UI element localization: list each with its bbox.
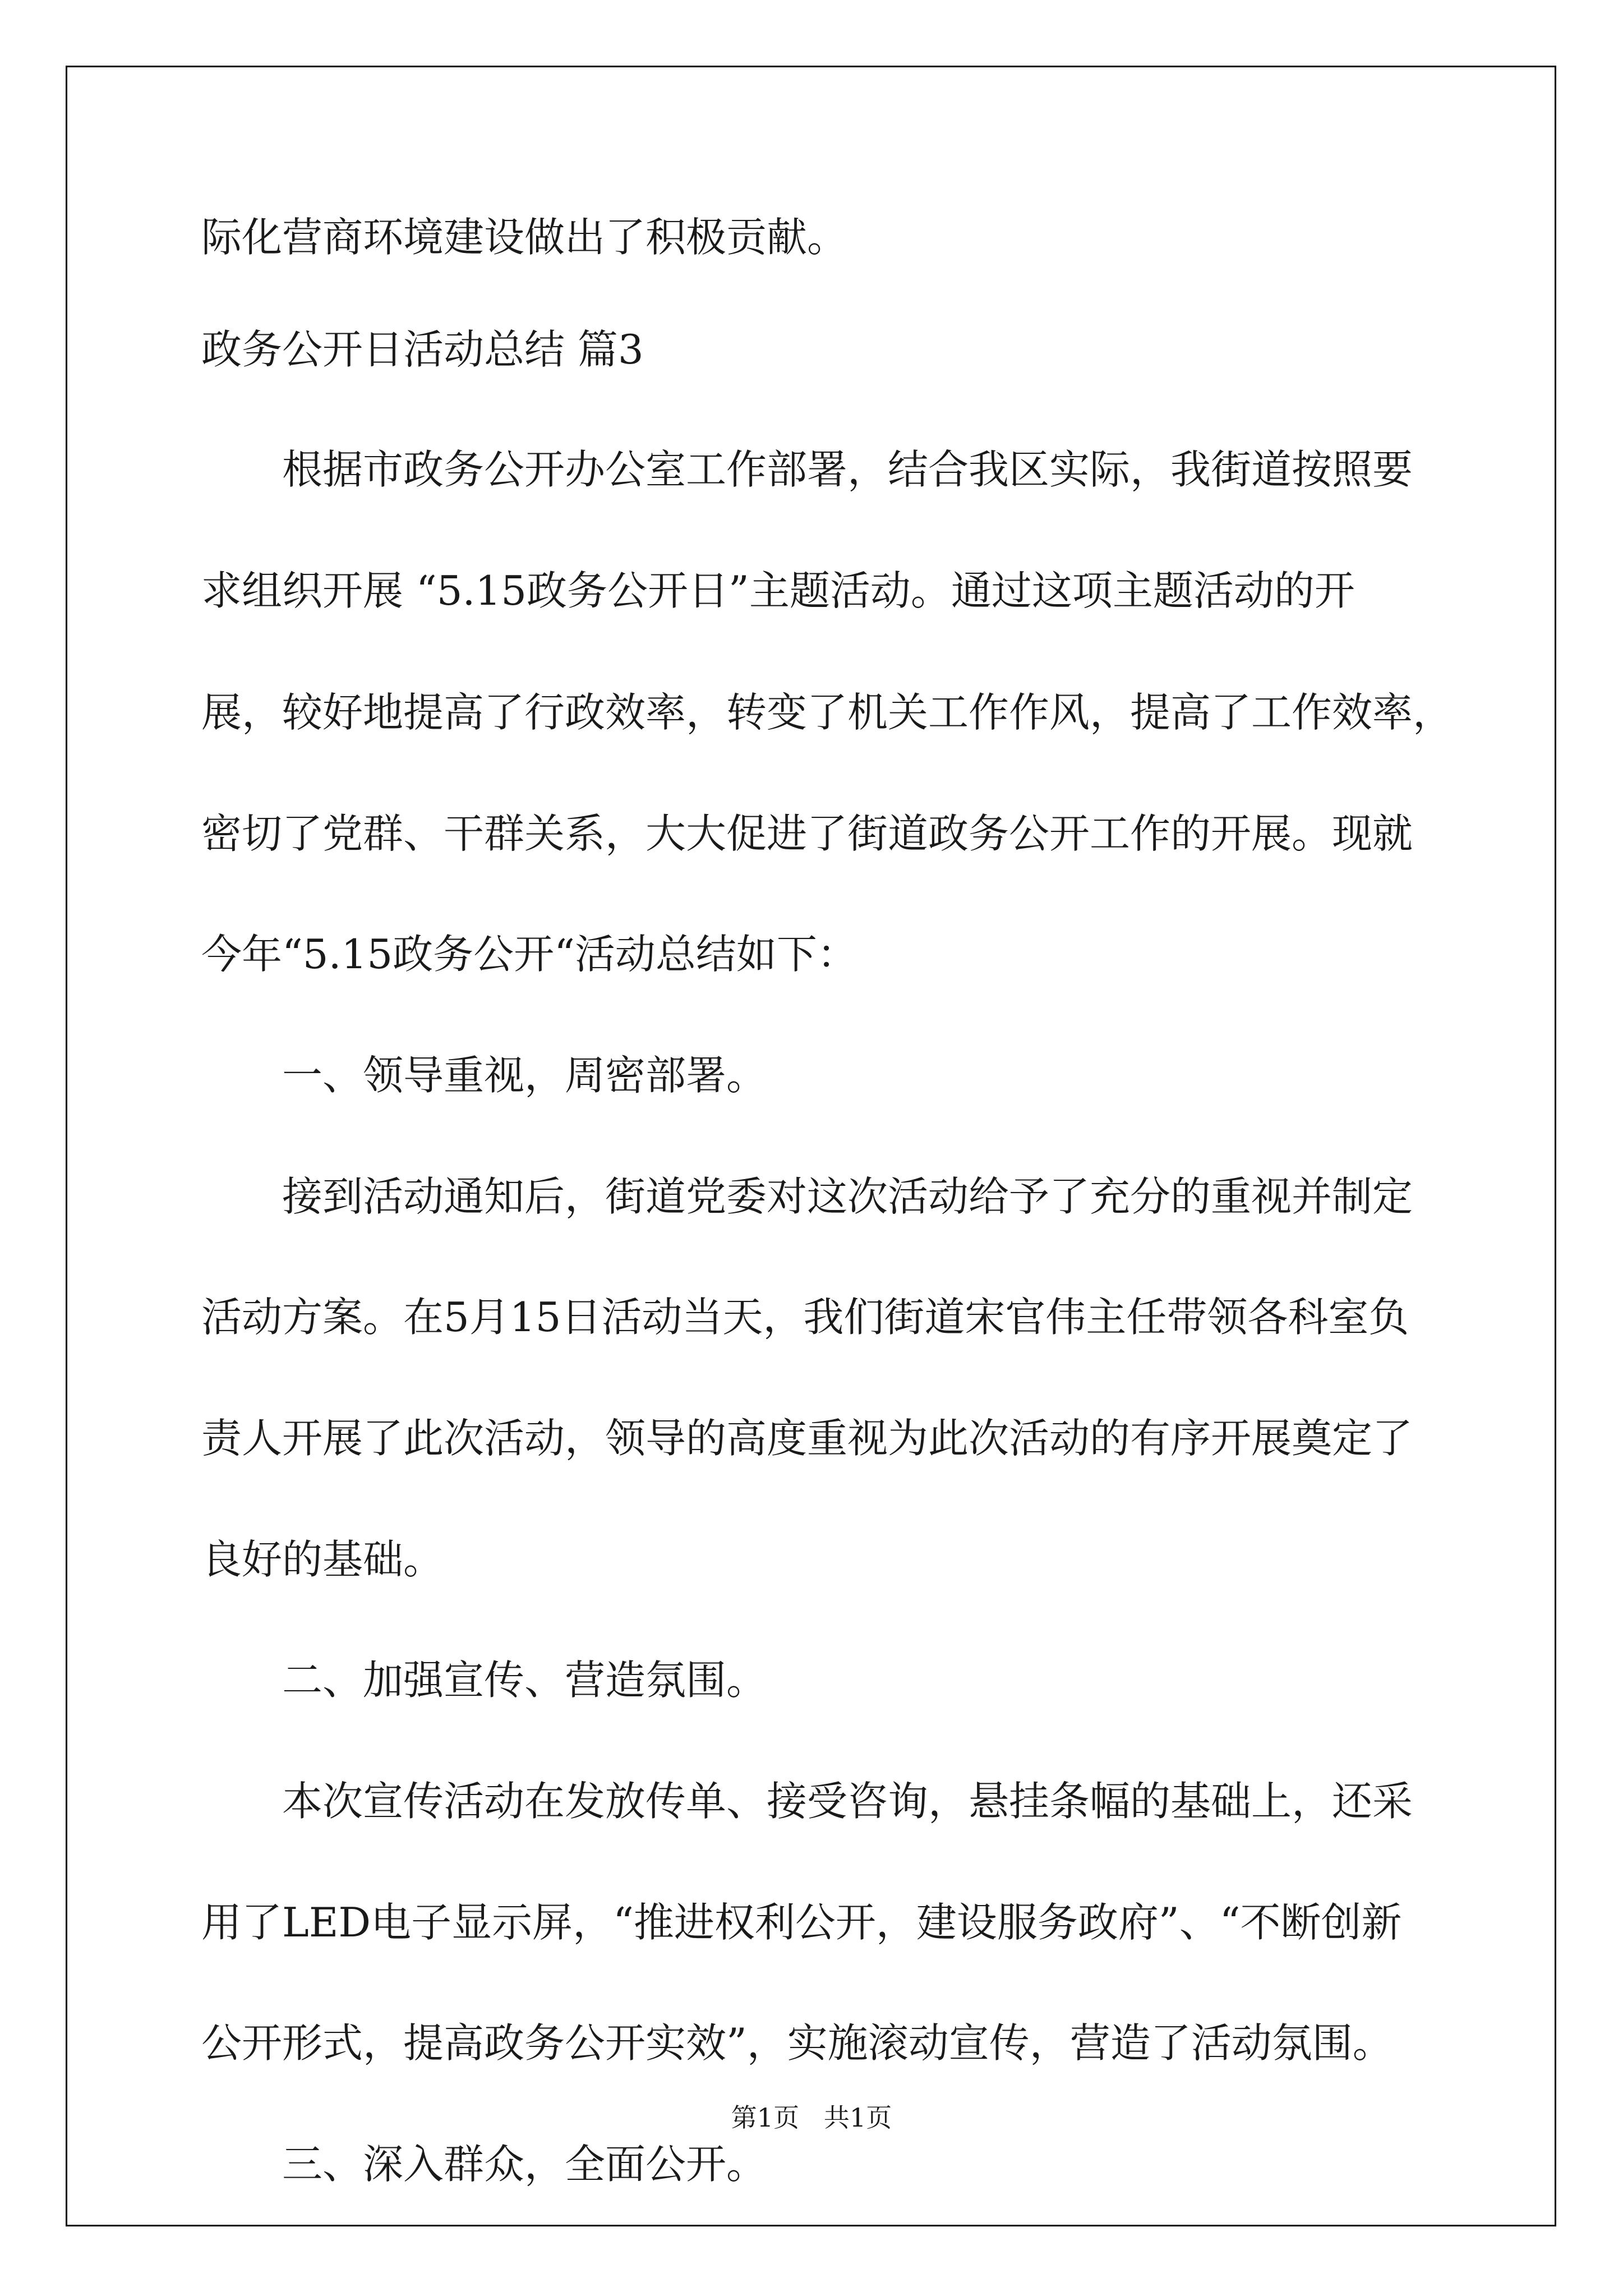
paragraph-line: 良好的基础。 (201, 1536, 444, 1583)
paragraph-line: 本次宣传活动在发放传单、接受咨询，悬挂条幅的基础上，还采 (282, 1778, 1413, 1825)
subheading: 二、加强宣传、营造氛围。 (282, 1657, 767, 1704)
paragraph-line: 密切了党群、干群关系，大大促进了街道政务公开工作的开展。现就 (201, 810, 1413, 857)
paragraph-line: 际化营商环境建设做出了积极贡献。 (201, 214, 848, 261)
section-heading: 政务公开日活动总结 篇3 (201, 326, 644, 373)
subheading: 一、领导重视，周密部署。 (282, 1052, 767, 1099)
paragraph-line: 公开形式，提高政务公开实效”，实施滚动宣传，营造了活动氛围。 (201, 2019, 1393, 2067)
subheading: 三、深入群众，全面公开。 (282, 2141, 767, 2188)
paragraph-line: 展，较好地提高了行政效率，转变了机关工作作风，提高了工作效率， (201, 689, 1454, 736)
paragraph-line: 用了LED电子显示屏，“推进权利公开，建设服务政府”、“不断创新 (201, 1899, 1402, 1946)
paragraph-line: 求组织开展 “5.15政务公开日”主题活动。通过这项主题活动的开 (201, 567, 1355, 614)
page-number-footer: 第1页 共1页 (731, 2102, 892, 2133)
paragraph-line: 责人开展了此次活动，领导的高度重视为此次活动的有序开展奠定了 (201, 1415, 1413, 1462)
paragraph-line: 根据市政务公开办公室工作部署，结合我区实际，我街道按照要 (282, 446, 1413, 493)
paragraph-line: 今年“5.15政务公开“活动总结如下： (201, 931, 857, 978)
paragraph-line: 活动方案。在5月15日活动当天，我们街道宋官伟主任带领各科室负 (201, 1294, 1409, 1341)
paragraph-line: 接到活动通知后，街道党委对这次活动给予了充分的重视并制定 (282, 1173, 1413, 1220)
